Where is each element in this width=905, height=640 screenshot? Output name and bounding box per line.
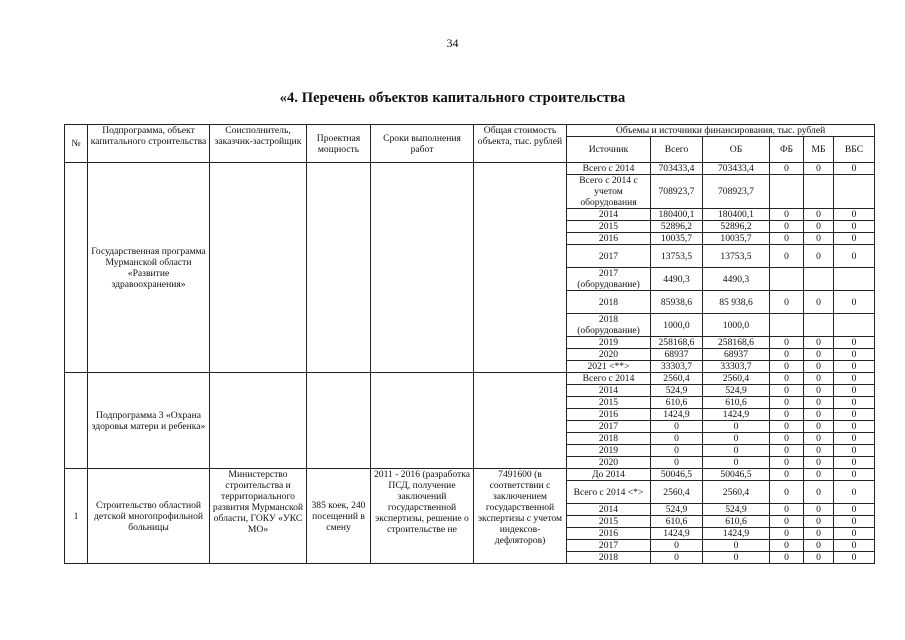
cell-total: 703433,4 — [651, 163, 703, 175]
cell-source: 2015 — [567, 516, 651, 528]
cell-fb: 0 — [770, 221, 804, 233]
cell-mb: 0 — [804, 516, 834, 528]
cell-vbs: 0 — [834, 337, 875, 349]
header-program: Подпрограмма, объект капитального строительства — [88, 125, 210, 163]
cell-vbs: 0 — [834, 221, 875, 233]
table-row — [65, 469, 875, 481]
cell-ob: 610,6 — [703, 516, 770, 528]
cell-total: 2560,4 — [651, 481, 703, 504]
cell-fb: 0 — [770, 516, 804, 528]
row-terms — [371, 373, 474, 469]
cell-fb: 0 — [770, 337, 804, 349]
cell-ob: 52896,2 — [703, 221, 770, 233]
row-num — [65, 163, 88, 373]
cell-ob: 50046,5 — [703, 469, 770, 481]
header-executor: Соисполнитель, заказчик-застройщик — [210, 125, 307, 163]
row-num: 1 — [65, 469, 88, 564]
cell-fb: 0 — [770, 373, 804, 385]
cell-vbs: 0 — [834, 481, 875, 504]
cell-mb — [804, 314, 834, 337]
cell-ob: 1424,9 — [703, 409, 770, 421]
cell-fb: 0 — [770, 504, 804, 516]
cell-mb: 0 — [804, 469, 834, 481]
cell-source: 2016 — [567, 233, 651, 245]
cell-total: 13753,5 — [651, 245, 703, 268]
cell-total: 0 — [651, 552, 703, 564]
cell-total: 85938,6 — [651, 291, 703, 314]
cell-vbs: 0 — [834, 233, 875, 245]
cell-source: 2018 — [567, 291, 651, 314]
cell-ob: 1000,0 — [703, 314, 770, 337]
cell-ob: 33303,7 — [703, 361, 770, 373]
cell-ob: 4490,3 — [703, 268, 770, 291]
cell-total: 10035,7 — [651, 233, 703, 245]
cell-mb: 0 — [804, 457, 834, 469]
cell-fb: 0 — [770, 552, 804, 564]
cell-vbs: 0 — [834, 245, 875, 268]
capital-construction-table — [64, 124, 875, 564]
header-financing: Объемы и источники финансирования, тыс. рублей — [567, 125, 875, 137]
cell-ob: 85 938,6 — [703, 291, 770, 314]
cell-total: 610,6 — [651, 397, 703, 409]
cell-source: 2018 (оборудование) — [567, 314, 651, 337]
cell-mb: 0 — [804, 361, 834, 373]
cell-ob: 180400,1 — [703, 209, 770, 221]
cell-source: 2015 — [567, 221, 651, 233]
cell-vbs: 0 — [834, 528, 875, 540]
cell-fb: 0 — [770, 445, 804, 457]
row-num — [65, 373, 88, 469]
row-terms — [371, 163, 474, 373]
cell-mb: 0 — [804, 385, 834, 397]
cell-source: 2014 — [567, 504, 651, 516]
cell-total: 68937 — [651, 349, 703, 361]
cell-mb: 0 — [804, 337, 834, 349]
header-capacity: Проектная мощность — [307, 125, 371, 163]
cell-source: Всего с 2014 с учетом оборудования — [567, 175, 651, 209]
cell-mb: 0 — [804, 221, 834, 233]
cell-mb: 0 — [804, 552, 834, 564]
cell-ob: 524,9 — [703, 385, 770, 397]
cell-fb: 0 — [770, 433, 804, 445]
cell-vbs: 0 — [834, 516, 875, 528]
header-fb: ФБ — [770, 137, 804, 163]
cell-fb: 0 — [770, 361, 804, 373]
cell-fb: 0 — [770, 409, 804, 421]
cell-vbs: 0 — [834, 349, 875, 361]
cell-source: 2021 <**> — [567, 361, 651, 373]
cell-source: 2020 — [567, 349, 651, 361]
cell-fb: 0 — [770, 469, 804, 481]
cell-source: Всего с 2014 — [567, 163, 651, 175]
cell-vbs: 0 — [834, 397, 875, 409]
cell-total: 180400,1 — [651, 209, 703, 221]
cell-mb: 0 — [804, 540, 834, 552]
table-body — [65, 163, 875, 564]
cell-vbs: 0 — [834, 457, 875, 469]
row-program: Строительство областной детской многопрофильной больницы — [88, 469, 210, 564]
cell-vbs: 0 — [834, 163, 875, 175]
cell-ob: 708923,7 — [703, 175, 770, 209]
cell-source: 2014 — [567, 385, 651, 397]
cell-mb — [804, 268, 834, 291]
cell-mb: 0 — [804, 163, 834, 175]
cell-total: 2560,4 — [651, 373, 703, 385]
cell-total: 0 — [651, 540, 703, 552]
cell-ob: 258168,6 — [703, 337, 770, 349]
cell-ob: 1424,9 — [703, 528, 770, 540]
cell-source: 2016 — [567, 409, 651, 421]
cell-fb: 0 — [770, 421, 804, 433]
cell-total: 33303,7 — [651, 361, 703, 373]
table-row — [65, 373, 875, 385]
cell-ob: 524,9 — [703, 504, 770, 516]
cell-mb: 0 — [804, 349, 834, 361]
row-program: Государственная программа Мурманской области «Развитие здравоохранения» — [88, 163, 210, 373]
cell-fb: 0 — [770, 457, 804, 469]
cell-ob: 2560,4 — [703, 481, 770, 504]
cell-fb: 0 — [770, 397, 804, 409]
cell-fb: 0 — [770, 209, 804, 221]
cell-vbs: 0 — [834, 291, 875, 314]
cell-total: 1424,9 — [651, 409, 703, 421]
header-total: Всего — [651, 137, 703, 163]
cell-vbs: 0 — [834, 373, 875, 385]
cell-mb: 0 — [804, 433, 834, 445]
row-cost — [474, 373, 567, 469]
cell-total: 524,9 — [651, 504, 703, 516]
document-title: «4. Перечень объектов капитального строительства — [279, 90, 626, 106]
cell-vbs: 0 — [834, 409, 875, 421]
cell-mb: 0 — [804, 445, 834, 457]
cell-fb: 0 — [770, 233, 804, 245]
cell-vbs — [834, 314, 875, 337]
cell-total: 50046,5 — [651, 469, 703, 481]
cell-source: 2016 — [567, 528, 651, 540]
table-row — [65, 163, 875, 175]
cell-source: До 2014 — [567, 469, 651, 481]
cell-source: 2020 — [567, 457, 651, 469]
cell-ob: 10035,7 — [703, 233, 770, 245]
cell-fb: 0 — [770, 540, 804, 552]
row-capacity: 385 коек, 240 посещений в смену — [307, 469, 371, 564]
header-terms: Сроки выполнения работ — [371, 125, 474, 163]
cell-fb: 0 — [770, 163, 804, 175]
cell-vbs: 0 — [834, 433, 875, 445]
cell-vbs — [834, 268, 875, 291]
cell-fb — [770, 268, 804, 291]
cell-fb: 0 — [770, 349, 804, 361]
cell-mb: 0 — [804, 421, 834, 433]
cell-mb: 0 — [804, 397, 834, 409]
cell-ob: 0 — [703, 433, 770, 445]
cell-source: 2017 (оборудование) — [567, 268, 651, 291]
cell-source: 2019 — [567, 337, 651, 349]
cell-fb: 0 — [770, 528, 804, 540]
row-terms: 2011 - 2016 (разработка ПСД, получение заключений государственной экспертизы, решение о строительстве не — [371, 469, 474, 564]
cell-source: 2017 — [567, 540, 651, 552]
cell-vbs: 0 — [834, 421, 875, 433]
cell-source: 2017 — [567, 421, 651, 433]
cell-total: 4490,3 — [651, 268, 703, 291]
row-cost: 7491600 (в соответствии с заключением государственной экспертизы с учетом индексов-дефляторов) — [474, 469, 567, 564]
cell-vbs: 0 — [834, 385, 875, 397]
cell-fb: 0 — [770, 291, 804, 314]
row-capacity — [307, 373, 371, 469]
cell-ob: 0 — [703, 457, 770, 469]
cell-vbs: 0 — [834, 469, 875, 481]
cell-mb: 0 — [804, 291, 834, 314]
cell-total: 610,6 — [651, 516, 703, 528]
cell-total: 0 — [651, 433, 703, 445]
cell-mb: 0 — [804, 504, 834, 516]
header-num: № — [65, 125, 88, 163]
page-number: 34 — [446, 36, 459, 50]
cell-mb: 0 — [804, 528, 834, 540]
cell-vbs: 0 — [834, 361, 875, 373]
cell-ob: 68937 — [703, 349, 770, 361]
cell-total: 1424,9 — [651, 528, 703, 540]
cell-fb: 0 — [770, 245, 804, 268]
cell-mb: 0 — [804, 245, 834, 268]
row-capacity — [307, 163, 371, 373]
cell-source: 2018 — [567, 552, 651, 564]
cell-vbs: 0 — [834, 504, 875, 516]
cell-source: 2014 — [567, 209, 651, 221]
cell-ob: 703433,4 — [703, 163, 770, 175]
row-executor — [210, 373, 307, 469]
cell-total: 524,9 — [651, 385, 703, 397]
cell-ob: 2560,4 — [703, 373, 770, 385]
row-executor: Министерство строительства и территориального развития Мурманской области, ГОКУ «УКС МО» — [210, 469, 307, 564]
cell-total: 258168,6 — [651, 337, 703, 349]
cell-vbs: 0 — [834, 209, 875, 221]
header-source: Источник — [567, 137, 651, 163]
cell-mb: 0 — [804, 409, 834, 421]
cell-mb: 0 — [804, 373, 834, 385]
cell-total: 708923,7 — [651, 175, 703, 209]
row-program: Подпрограмма 3 «Охрана здоровья матери и ребенка» — [88, 373, 210, 469]
cell-source: 2018 — [567, 433, 651, 445]
header-ob: ОБ — [703, 137, 770, 163]
cell-ob: 0 — [703, 421, 770, 433]
cell-ob: 0 — [703, 552, 770, 564]
header-vbs: ВБС — [834, 137, 875, 163]
cell-vbs: 0 — [834, 552, 875, 564]
cell-fb — [770, 175, 804, 209]
cell-fb — [770, 314, 804, 337]
header-mb: МБ — [804, 137, 834, 163]
cell-mb: 0 — [804, 481, 834, 504]
cell-total: 0 — [651, 445, 703, 457]
cell-fb: 0 — [770, 481, 804, 504]
header-cost: Общая стоимость объекта, тыс. рублей — [474, 125, 567, 163]
cell-source: 2019 — [567, 445, 651, 457]
row-executor — [210, 163, 307, 373]
cell-source: Всего с 2014 <*> — [567, 481, 651, 504]
cell-fb: 0 — [770, 385, 804, 397]
cell-total: 0 — [651, 457, 703, 469]
cell-mb: 0 — [804, 233, 834, 245]
cell-vbs: 0 — [834, 445, 875, 457]
cell-total: 1000,0 — [651, 314, 703, 337]
cell-source: Всего с 2014 — [567, 373, 651, 385]
cell-total: 52896,2 — [651, 221, 703, 233]
row-cost — [474, 163, 567, 373]
cell-source: 2017 — [567, 245, 651, 268]
cell-mb — [804, 175, 834, 209]
cell-ob: 0 — [703, 445, 770, 457]
cell-total: 0 — [651, 421, 703, 433]
cell-ob: 0 — [703, 540, 770, 552]
cell-ob: 13753,5 — [703, 245, 770, 268]
cell-vbs: 0 — [834, 540, 875, 552]
cell-vbs — [834, 175, 875, 209]
cell-mb: 0 — [804, 209, 834, 221]
cell-ob: 610,6 — [703, 397, 770, 409]
cell-source: 2015 — [567, 397, 651, 409]
